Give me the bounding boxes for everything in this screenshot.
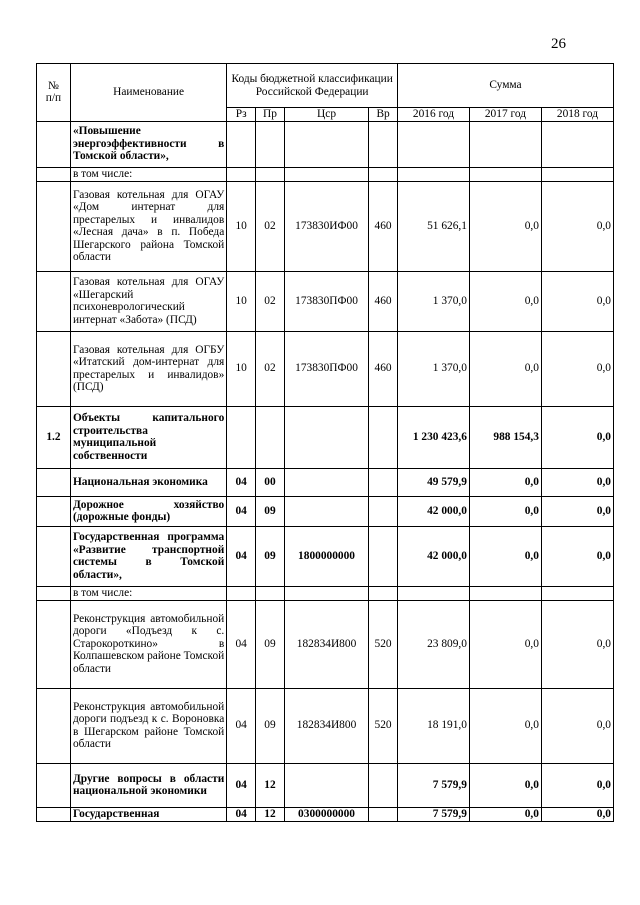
cell-y2017: 0,0 [469, 468, 541, 496]
cell-pr: 09 [256, 688, 285, 763]
cell-pr: 12 [256, 763, 285, 807]
cell-vr [369, 406, 398, 468]
table-row [37, 468, 614, 496]
cell-csr [284, 406, 368, 468]
cell-y2017 [469, 167, 541, 181]
cell-y2016: 51 626,1 [397, 181, 469, 271]
cell-rz: 10 [227, 331, 256, 406]
cell-y2016 [397, 121, 469, 167]
cell-vr: 520 [369, 688, 398, 763]
cell-y2018: 0,0 [541, 271, 613, 331]
cell-num [37, 526, 71, 586]
cell-num [37, 331, 71, 406]
cell-name: в том числе: [70, 167, 226, 181]
cell-y2016 [397, 167, 469, 181]
cell-num [37, 600, 71, 688]
table-row [37, 406, 614, 468]
header-codes: Коды бюджетной классификации Российской Федерации [227, 64, 398, 108]
header-2018: 2018 год [541, 108, 613, 122]
cell-csr [284, 468, 368, 496]
cell-vr [369, 763, 398, 807]
cell-num [37, 496, 71, 526]
cell-name: Национальная экономика [70, 468, 226, 496]
table-row [37, 167, 614, 181]
header-rz: Рз [227, 108, 256, 122]
header-2016: 2016 год [397, 108, 469, 122]
table-row [37, 271, 614, 331]
cell-y2018: 0,0 [541, 406, 613, 468]
cell-y2018: 0,0 [541, 181, 613, 271]
cell-vr: 460 [369, 331, 398, 406]
table-row [37, 807, 614, 821]
cell-vr [369, 496, 398, 526]
cell-csr [284, 167, 368, 181]
cell-vr: 460 [369, 271, 398, 331]
cell-pr: 09 [256, 526, 285, 586]
table-row [37, 121, 614, 167]
cell-rz: 04 [227, 763, 256, 807]
cell-num: 1.2 [37, 406, 71, 468]
cell-y2017: 0,0 [469, 331, 541, 406]
cell-rz: 10 [227, 271, 256, 331]
cell-csr: 182834И800 [284, 600, 368, 688]
table-row [37, 526, 614, 586]
cell-name: Другие вопросы в области национальной экономики [70, 763, 226, 807]
cell-csr [284, 496, 368, 526]
cell-vr: 520 [369, 600, 398, 688]
cell-rz: 04 [227, 807, 256, 821]
cell-name: Дорожное хозяйство (дорожные фонды) [70, 496, 226, 526]
cell-y2018: 0,0 [541, 496, 613, 526]
budget-table [36, 63, 614, 822]
cell-csr [284, 121, 368, 167]
cell-vr: 460 [369, 181, 398, 271]
cell-csr: 173830ИФ00 [284, 181, 368, 271]
cell-y2018 [541, 121, 613, 167]
cell-y2017: 0,0 [469, 688, 541, 763]
header-row-1 [37, 64, 614, 108]
cell-rz: 10 [227, 181, 256, 271]
cell-name: Государственная [70, 807, 226, 821]
cell-y2018: 0,0 [541, 688, 613, 763]
header-pr: Пр [256, 108, 285, 122]
cell-name: Реконструкция автомобильной дороги «Подъезд к с. Старокороткино» в Колпашевском районе Томской области [70, 600, 226, 688]
header-name: Наименование [70, 64, 226, 122]
cell-pr: 00 [256, 468, 285, 496]
cell-y2017 [469, 121, 541, 167]
cell-rz: 04 [227, 688, 256, 763]
cell-vr [369, 807, 398, 821]
cell-y2016: 1 370,0 [397, 271, 469, 331]
cell-pr: 09 [256, 600, 285, 688]
cell-y2016: 18 191,0 [397, 688, 469, 763]
cell-csr: 182834И800 [284, 688, 368, 763]
header-num: № п/п [37, 64, 71, 122]
cell-vr [369, 586, 398, 600]
cell-y2016: 1 230 423,6 [397, 406, 469, 468]
cell-rz: 04 [227, 496, 256, 526]
cell-y2016: 7 579,9 [397, 807, 469, 821]
cell-y2016: 42 000,0 [397, 496, 469, 526]
table-row [37, 496, 614, 526]
cell-csr [284, 763, 368, 807]
cell-y2018: 0,0 [541, 468, 613, 496]
cell-num [37, 763, 71, 807]
cell-num [37, 807, 71, 821]
cell-y2016 [397, 586, 469, 600]
cell-rz: 04 [227, 600, 256, 688]
cell-num [37, 167, 71, 181]
cell-y2018: 0,0 [541, 600, 613, 688]
cell-name: Газовая котельная для ОГАУ «Шегарский психоневрологический интернат «Забота» (ПСД) [70, 271, 226, 331]
cell-rz [227, 167, 256, 181]
cell-name: Объекты капитального строительства муниципальной собственности [70, 406, 226, 468]
cell-pr: 02 [256, 271, 285, 331]
cell-pr [256, 167, 285, 181]
cell-num [37, 468, 71, 496]
cell-num [37, 586, 71, 600]
cell-vr [369, 468, 398, 496]
header-csr: Цср [284, 108, 368, 122]
cell-y2017: 0,0 [469, 271, 541, 331]
cell-y2018 [541, 167, 613, 181]
cell-name: Реконструкция автомобильной дороги подъезд к с. Вороновка в Шегарском районе Томской области [70, 688, 226, 763]
cell-y2016: 42 000,0 [397, 526, 469, 586]
cell-y2016: 1 370,0 [397, 331, 469, 406]
cell-name: Государственная программа «Развитие транспортной системы в Томской области», [70, 526, 226, 586]
cell-csr: 1800000000 [284, 526, 368, 586]
cell-name: в том числе: [70, 586, 226, 600]
cell-y2017 [469, 586, 541, 600]
cell-y2018: 0,0 [541, 526, 613, 586]
cell-pr: 12 [256, 807, 285, 821]
table-row [37, 586, 614, 600]
cell-y2017: 0,0 [469, 807, 541, 821]
cell-y2018: 0,0 [541, 807, 613, 821]
cell-y2016: 7 579,9 [397, 763, 469, 807]
cell-rz [227, 121, 256, 167]
cell-y2017: 0,0 [469, 181, 541, 271]
header-sum: Сумма [397, 64, 613, 108]
cell-name: «Повышение энергоэффективности в Томской области», [70, 121, 226, 167]
cell-csr: 173830ПФ00 [284, 331, 368, 406]
cell-csr: 173830ПФ00 [284, 271, 368, 331]
cell-y2016: 23 809,0 [397, 600, 469, 688]
cell-y2017: 0,0 [469, 526, 541, 586]
cell-pr [256, 586, 285, 600]
cell-pr: 02 [256, 181, 285, 271]
cell-pr: 09 [256, 496, 285, 526]
cell-y2017: 988 154,3 [469, 406, 541, 468]
header-vr: Вр [369, 108, 398, 122]
page-number: 26 [551, 36, 566, 52]
cell-csr [284, 586, 368, 600]
cell-y2016: 49 579,9 [397, 468, 469, 496]
cell-pr: 02 [256, 331, 285, 406]
cell-y2018 [541, 586, 613, 600]
cell-num [37, 688, 71, 763]
cell-pr [256, 406, 285, 468]
cell-vr [369, 121, 398, 167]
cell-y2018: 0,0 [541, 763, 613, 807]
cell-y2017: 0,0 [469, 763, 541, 807]
cell-vr [369, 526, 398, 586]
cell-name: Газовая котельная для ОГАУ «Дом интернат для престарелых и инвалидов «Лесная дача» в п. Победа Шегарского района Томской области [70, 181, 226, 271]
table-row [37, 688, 614, 763]
cell-num [37, 121, 71, 167]
cell-pr [256, 121, 285, 167]
table-row [37, 763, 614, 807]
table-row [37, 181, 614, 271]
cell-y2018: 0,0 [541, 331, 613, 406]
cell-num [37, 181, 71, 271]
cell-vr [369, 167, 398, 181]
cell-rz [227, 586, 256, 600]
cell-y2017: 0,0 [469, 496, 541, 526]
cell-rz [227, 406, 256, 468]
cell-csr: 0300000000 [284, 807, 368, 821]
table-row [37, 331, 614, 406]
header-2017: 2017 год [469, 108, 541, 122]
cell-num [37, 271, 71, 331]
cell-name: Газовая котельная для ОГБУ «Итатский дом-интернат для престарелых и инвалидов» (ПСД) [70, 331, 226, 406]
cell-y2017: 0,0 [469, 600, 541, 688]
cell-rz: 04 [227, 526, 256, 586]
cell-rz: 04 [227, 468, 256, 496]
table-row [37, 600, 614, 688]
